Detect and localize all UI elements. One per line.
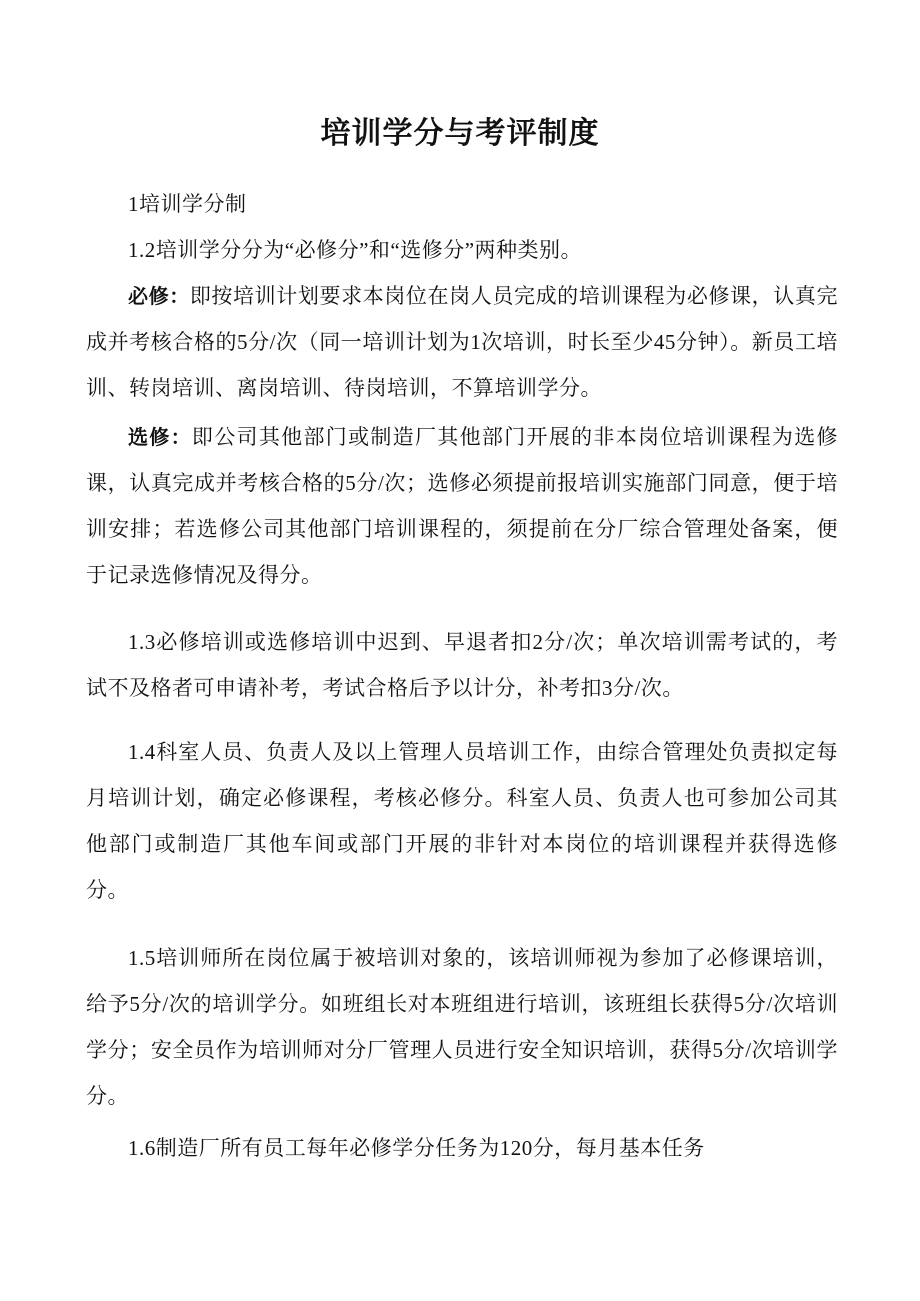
section-text: 即按培训计划要求本岗位在岗人员完成的培训课程为必修课，认真完成并考核合格的5分/次（同一培训计划为1次培训，时长至少45分钟）。新员工培训、转岗培训、离岗培训、待岗培训，不算培训学分。 [86,284,838,400]
required-label: 必修： [128,284,190,308]
paragraph-1-4 [86,729,838,913]
section-text: 1.4科室人员、负责人及以上管理人员培训工作，由综合管理处负责拟定每月培训计划，确定必修课程，考核必修分。科室人员、负责人也可参加公司其他部门或制造厂其他车间或部门开展的非针对本岗位的培训课程并获得选修分。 [86,740,838,902]
section-1-heading [86,181,838,227]
paragraph-1-3 [86,619,838,711]
section-text: 1.5培训师所在岗位属于被培训对象的，该培训师视为参加了必修课培训，给予5分/次的培训学分。如班组长对本班组进行培训，该班组长获得5分/次培训学分；安全员作为培训师对分厂管理人员进行安全知识培训，获得5分/次培训学分。 [86,946,838,1108]
section-text: 1.6制造厂所有员工每年必修学分任务为120分，每月基本任务 [128,1136,705,1160]
section-text: 1.3必修培训或选修培训中迟到、早退者扣2分/次；单次培训需考试的，考试不及格者可申请补考，考试合格后予以计分，补考扣3分/次。 [86,630,838,700]
paragraph-required [86,273,838,411]
paragraph-elective [86,414,838,598]
paragraph-1-6 [86,1125,838,1171]
paragraph-1-2 [86,227,838,273]
page-title: 培训学分与考评制度 [320,116,600,151]
elective-label: 选修： [128,425,192,449]
paragraph-1-5 [86,935,838,1119]
section-text: 1.2培训学分分为“必修分”和“选修分”两种类别。 [128,238,583,262]
section-text: 即公司其他部门或制造厂其他部门开展的非本岗位培训课程为选修课，认真完成并考核合格的5分/次；选修必须提前报培训实施部门同意，便于培训安排；若选修公司其他部门培训课程的，须提前在分厂综合管理处备案，便于记录选修情况及得分。 [86,425,838,587]
section-text: 1培训学分制 [128,192,247,216]
